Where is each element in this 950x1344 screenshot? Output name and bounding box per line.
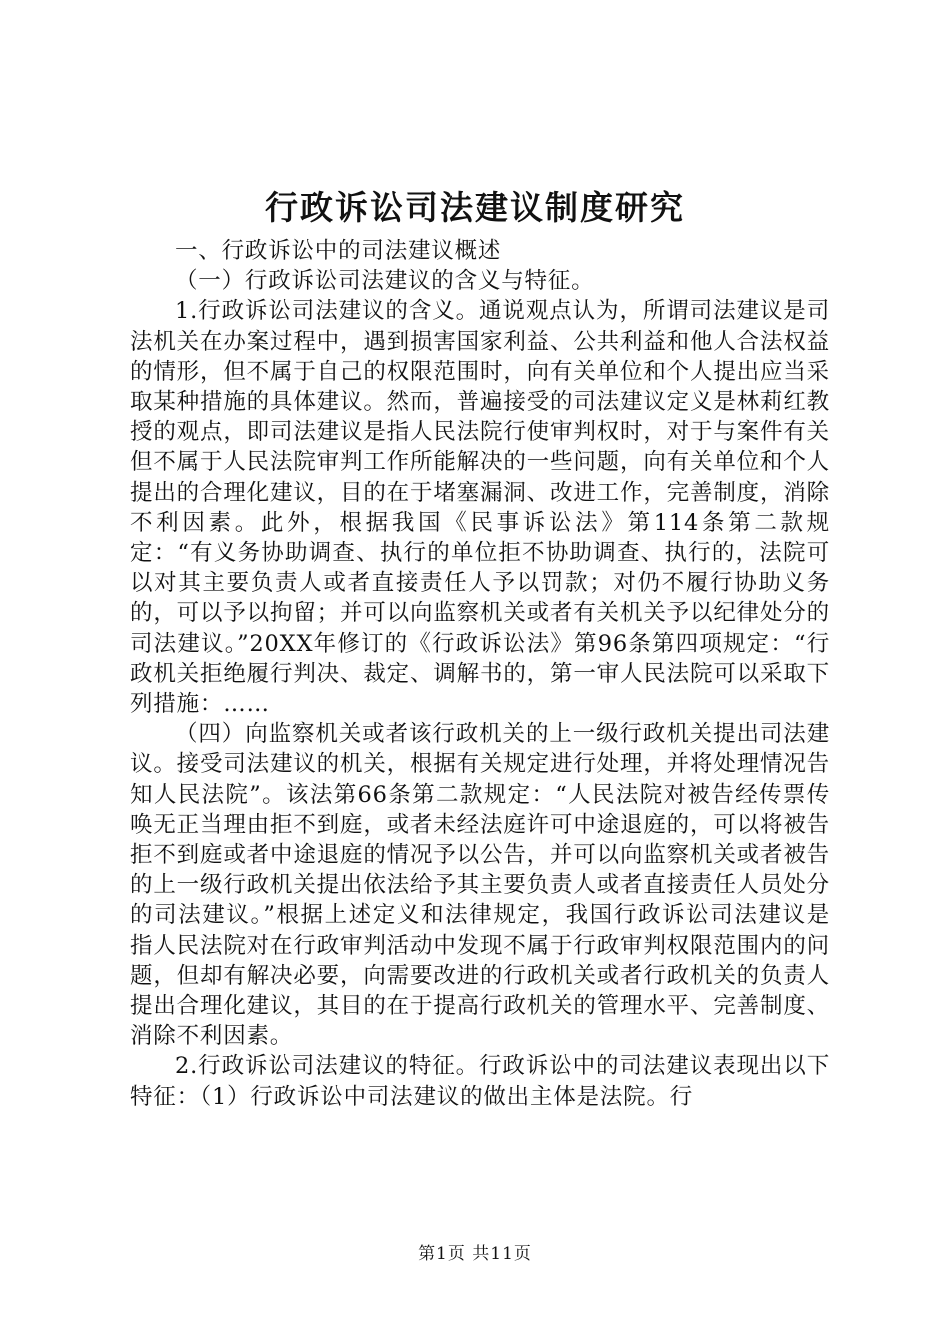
document-body <box>130 236 830 1112</box>
body-paragraph: 2.行政诉讼司法建议的特征。行政诉讼中的司法建议表现出以下特征：（1）行政诉讼中司法建议的做出主体是法院。行 <box>130 1053 830 1110</box>
body-paragraph: （四）向监察机关或者该行政机关的上一级行政机关提出司法建议。接受司法建议的机关，根据有关规定进行处理，并将处理情况告知人民法院”。该法第66条第二款规定：“人民法院对被告经传票传唤无正当理由拒不到庭，或者未经法庭许可中途退庭的，可以将被告拒不到庭或者中途退庭的情况予以公告，并可以向监察机关或者被告的上一级行政机关提出依法给予其主要负责人或者直接责任人员处分的司法建议。”根据上述定义和法律规定，我国行政诉讼司法建议是指人民法院对在行政审判活动中发现不属于行政审判权限范围内的问题，但却有解决必要，向需要改进的行政机关或者行政机关的负责人提出合理化建议，其目的在于提高行政机关的管理水平、完善制度、消除不利因素。 <box>130 721 830 1050</box>
section-heading: 一、行政诉讼中的司法建议概述 <box>175 238 502 264</box>
body-paragraph: 1.行政诉讼司法建议的含义。通说观点认为，所谓司法建议是司法机关在办案过程中，遇到损害国家利益、公共利益和他人合法权益的情形，但不属于自己的权限范围时，向有关单位和个人提出应当采取某种措施的具体建议。然而，普遍接受的司法建议定义是林莉红教授的观点，即司法建议是指人民法院行使审判权时，对于与案件有关但不属于人民法院审判工作所能解决的一些问题，向有关单位和个人提出的合理化建议，目的在于堵塞漏洞、改进工作，完善制度，消除不利因素。此外，根据我国《民事诉讼法》第114条第二款规定：“有义务协助调查、执行的单位拒不协助调查、执行的，法院可以对其主要负责人或者直接责任人予以罚款；对仍不履行协助义务的，可以予以拘留；并可以向监察机关或者有关机关予以纪律处分的司法建议。”20XX年修订的《行政诉讼法》第96条第四项规定：“行政机关拒绝履行判决、裁定、调解书的，第一审人民法院可以采取下列措施：…… <box>130 298 830 718</box>
subsection-heading: （一）行政诉讼司法建议的含义与特征。 <box>175 268 595 295</box>
document-title: 行政诉讼司法建议制度研究 <box>265 188 685 227</box>
page-footer: 第1页 共11页 <box>418 1244 532 1264</box>
